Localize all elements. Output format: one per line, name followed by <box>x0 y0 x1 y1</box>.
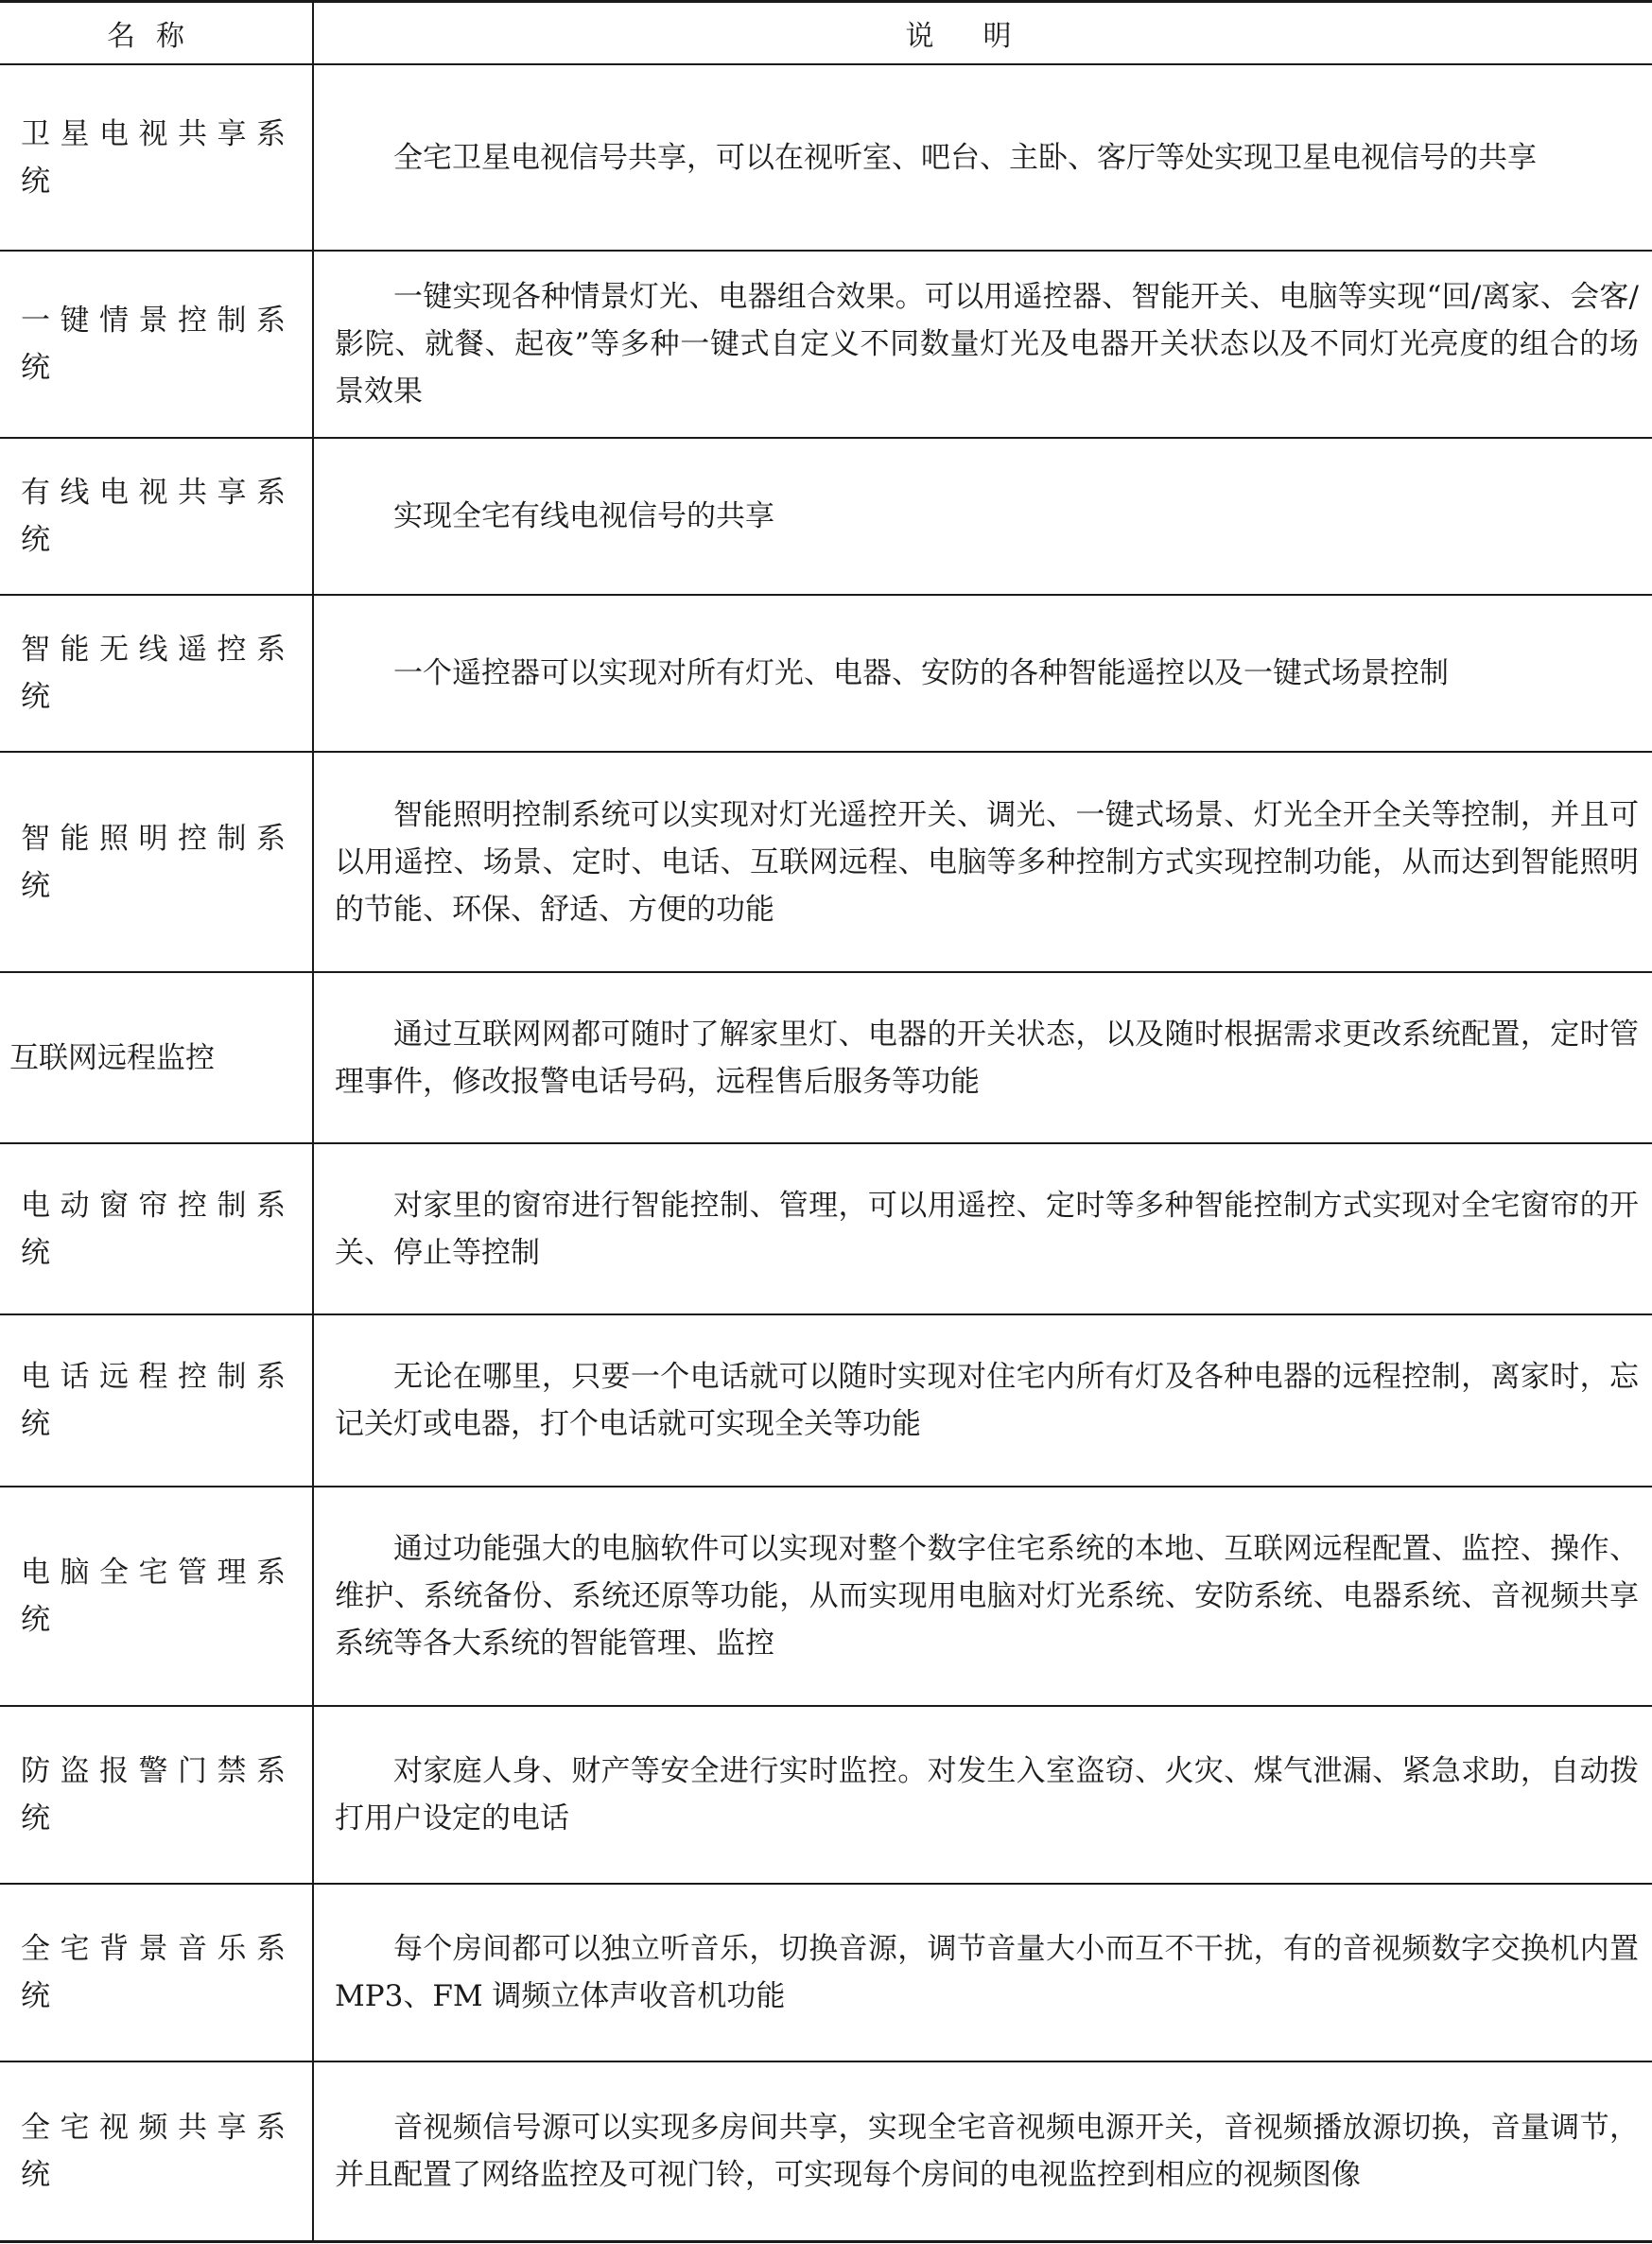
table-row <box>0 595 1652 752</box>
table-row <box>0 752 1652 972</box>
table-row <box>0 1884 1652 2061</box>
row-name: 智能无线遥控系统 <box>0 595 313 752</box>
row-description: 一键实现各种情景灯光、电器组合效果。可以用遥控器、智能开关、电脑等实现“回/离家、会客/影院、就餐、起夜”等多种一键式自定义不同数量灯光及电器开关状态以及不同灯光亮度的组合的场景效果 <box>313 251 1652 438</box>
row-description: 一个遥控器可以实现对所有灯光、电器、安防的各种智能遥控以及一键式场景控制 <box>313 595 1652 752</box>
row-description: 每个房间都可以独立听音乐，切换音源，调节音量大小而互不干扰，有的音视频数字交换机内置 MP3、FM 调频立体声收音机功能 <box>313 1884 1652 2061</box>
row-name: 电脑全宅管理系统 <box>0 1487 313 1706</box>
row-name: 有线电视共享系统 <box>0 438 313 595</box>
table-row <box>0 1487 1652 1706</box>
row-name: 智能照明控制系统 <box>0 752 313 972</box>
row-description: 通过功能强大的电脑软件可以实现对整个数字住宅系统的本地、互联网远程配置、监控、操作、维护、系统备份、系统还原等功能，从而实现用电脑对灯光系统、安防系统、电器系统、音视频共享系统等各大系统的智能管理、监控 <box>313 1487 1652 1706</box>
table-row <box>0 1706 1652 1884</box>
row-name: 卫星电视共享系统 <box>0 64 313 251</box>
table-body <box>0 64 1652 2241</box>
row-description: 实现全宅有线电视信号的共享 <box>313 438 1652 595</box>
row-description: 智能照明控制系统可以实现对灯光遥控开关、调光、一键式场景、灯光全开全关等控制，并且可以用遥控、场景、定时、电话、互联网远程、电脑等多种控制方式实现控制功能，从而达到智能照明的节能、环保、舒适、方便的功能 <box>313 752 1652 972</box>
table-row <box>0 64 1652 251</box>
table-header <box>0 2 1652 65</box>
header-description: 说明 <box>313 2 1652 65</box>
row-description: 音视频信号源可以实现多房间共享，实现全宅音视频电源开关，音视频播放源切换，音量调节，并且配置了网络监控及可视门铃，可实现每个房间的电视监控到相应的视频图像 <box>313 2061 1652 2241</box>
row-name: 互联网远程监控 <box>0 972 313 1143</box>
row-description: 通过互联网网都可随时了解家里灯、电器的开关状态，以及随时根据需求更改系统配置，定时管理事件，修改报警电话号码，远程售后服务等功能 <box>313 972 1652 1143</box>
table-row <box>0 1314 1652 1487</box>
table-row <box>0 1143 1652 1314</box>
row-name: 全宅背景音乐系统 <box>0 1884 313 2061</box>
table-row <box>0 972 1652 1143</box>
row-name: 一键情景控制系统 <box>0 251 313 438</box>
table-row <box>0 2061 1652 2241</box>
row-name: 全宅视频共享系统 <box>0 2061 313 2241</box>
row-name: 电话远程控制系统 <box>0 1314 313 1487</box>
row-name: 防盗报警门禁系统 <box>0 1706 313 1884</box>
row-name: 电动窗帘控制系统 <box>0 1143 313 1314</box>
table-row <box>0 438 1652 595</box>
row-description: 对家庭人身、财产等安全进行实时监控。对发生入室盗窃、火灾、煤气泄漏、紧急求助，自动拨打用户设定的电话 <box>313 1706 1652 1884</box>
row-description: 对家里的窗帘进行智能控制、管理，可以用遥控、定时等多种智能控制方式实现对全宅窗帘的开关、停止等控制 <box>313 1143 1652 1314</box>
table-row <box>0 251 1652 438</box>
header-row <box>0 2 1652 65</box>
row-description: 无论在哪里，只要一个电话就可以随时实现对住宅内所有灯及各种电器的远程控制，离家时，忘记关灯或电器，打个电话就可实现全关等功能 <box>313 1314 1652 1487</box>
row-description: 全宅卫星电视信号共享，可以在视听室、吧台、主卧、客厅等处实现卫星电视信号的共享 <box>313 64 1652 251</box>
header-name: 名称 <box>0 2 313 65</box>
